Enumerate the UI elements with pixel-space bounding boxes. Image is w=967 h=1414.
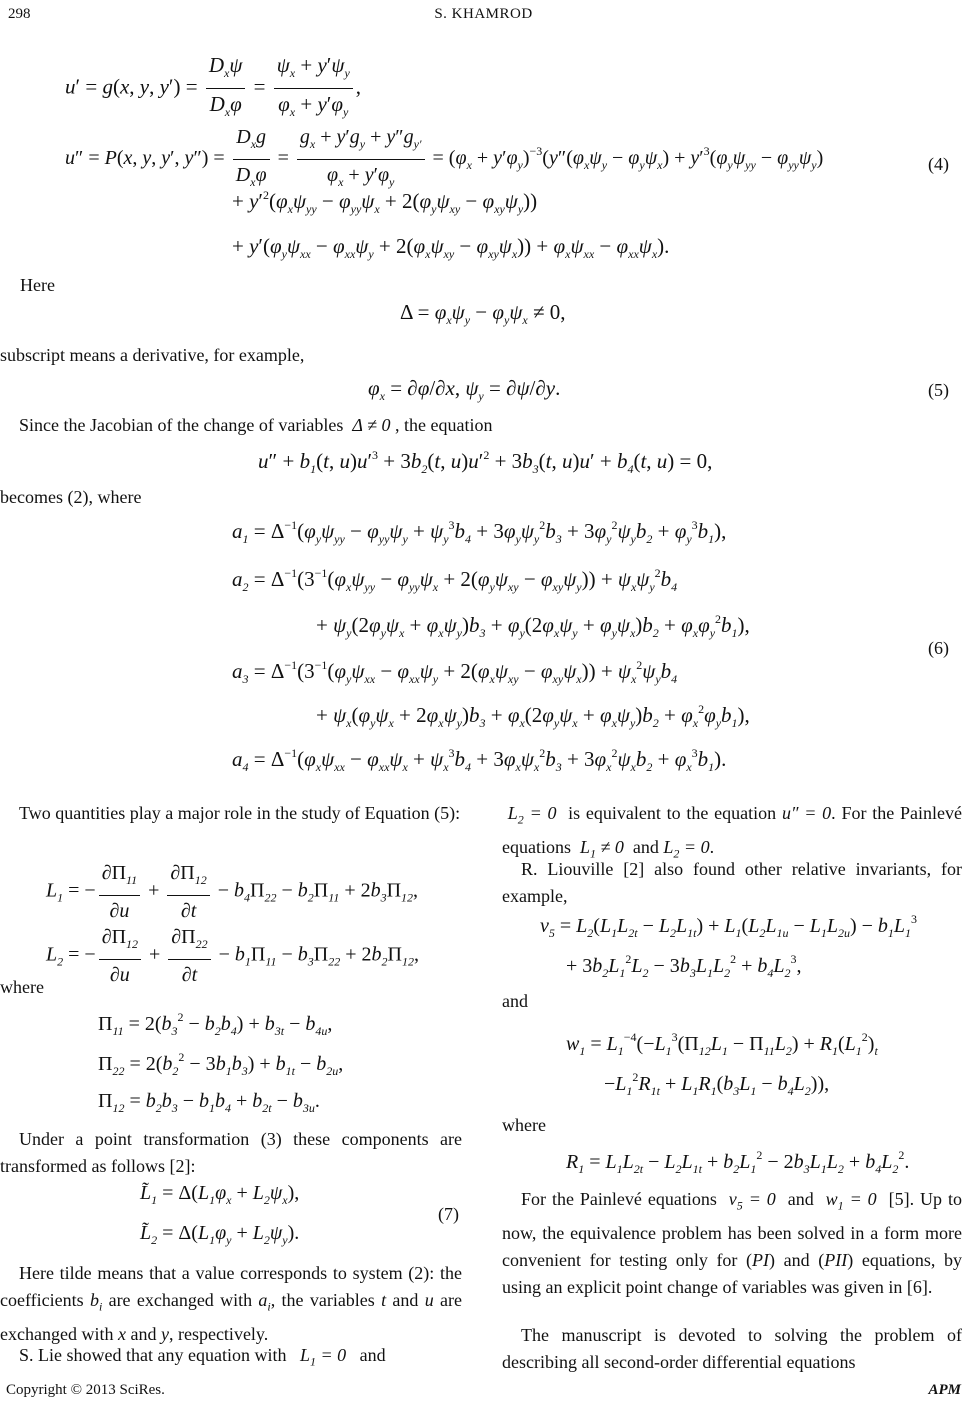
right-and: and [502,991,528,1011]
text-becomes: becomes (2), where [0,487,142,507]
right-p4: The manuscript is devoted to solving the problem of describing all second-order differential equations [502,1325,962,1372]
eq4-line1: u′ = g(x, y, y′) = $\frac{D_x\psi}{D_x\varphi}$ = $\frac{\psi_x + y'\psi_y}{\varphi_x + y'\varphi_y}$ , [65,50,361,127]
eq5: $\varphi_x = \partial\varphi/\partial x$, $\psi_y = \partial\psi/\partial y$. [368,376,561,403]
page-header [0,6,967,30]
right-p1: $L_2 = 0$ is equivalent to the equation u″ = 0. For the Painlevé equations $L_1 \ne 0$ and $L_2 = 0$. [502,803,962,861]
eq7-line2: $L̃_2 = \Delta(L_1\varphi_y + L_2\psi_y)$. [140,1222,300,1247]
eq6-line2: $a_2 = \Delta^{-1}(3^{-1}(\varphi_x\psi_{yy} - \varphi_{yy}\psi_x + 2(\varphi_y\psi_{xy} - \varphi_{xy}\psi_y)) + \psi_x\psi_y^2b_4$ [232,566,678,594]
eq7-number: (7) [438,1204,459,1224]
left-where: where [0,977,44,997]
eq-w1-line2: $-L_1^2R_{1t} + L_1R_1(b_3L_1 - b_4L_2)$), [604,1070,830,1098]
copyright-text: Copyright © 2013 SciRes. [6,1382,165,1398]
page-number: 298 [8,6,31,22]
eq4-line2: u″ = P(x, y, y′, y″) = $\frac{D_xg}{D_x\varphi}$ = $\frac{g_x + y'g_y + y''g_{y'}}{\varphi_x + y'\varphi_y}$ = $(\varphi_x + y'\varphi_y)^{-3}(y''(\varphi_x\psi_y - \varphi_y\psi_x) + y'^3(\varphi_y\psi_{yy} - \varphi_{yy}\psi_y)$ [65,122,823,197]
eq7-line1: $L̃_1 = \Delta(L_1\varphi_x + L_2\psi_x)$, [140,1182,300,1207]
eq-L1: $L_1$ = − $\frac{\partial\Pi_{11}}{\partial u}$ + $\frac{\partial\Pi_{12}}{\partial t}$ − $b_4\Pi_{22} - b_2\Pi_{11} + 2b_3\Pi_{12}$, [46,858,418,926]
text-jacobian: Since the Jacobian of the change of variables Δ ≠ 0 , the equation [19,415,493,435]
right-p3: For the Painlevé equations $v_5 = 0$ and $w_1 = 0$ [5]. Up to now, the equivalence problem has been solved in a form more convenient for testing only for (PI) and (PII) equations, by using an explicit point change of variables was given in [6]. [502,1189,962,1297]
text-subscript: subscript means a derivative, for example, [0,345,305,365]
eq6-line1: $a_1 = \Delta^{-1}(\varphi_y\psi_{yy} - \varphi_{yy}\psi_y + \psi_y^3b_4 + 3\varphi_y\psi_y^2b_3 + 3\varphi_y^2\psi_yb_2 + \varphi_y^3b_1)$, [232,518,727,546]
eq4-line3: + $y'^2(\varphi_x\psi_{yy} - \varphi_{yy}\psi_x + 2(\varphi_y\psi_{xy} - \varphi_{xy}\psi_y))$ [232,188,538,216]
running-head-author: S. KHAMROD [434,6,533,22]
left-p4: S. Lie showed that any equation with $L_1 = 0$ and [19,1345,386,1369]
eq5-number: (5) [928,380,949,400]
eq6-line6: $a_4 = \Delta^{-1}(\varphi_x\psi_{xx} - \varphi_{xx}\psi_x + \psi_x^3b_4 + 3\varphi_x\psi_x^2b_3 + 3\varphi_x^2\psi_xb_2 + \varphi_x^3b_1)$. [232,746,727,774]
eq-Pi22: $\Pi_{22} = 2(b_2^2 - 3b_1b_3) + b_{1t} - b_{2u}$, [98,1050,344,1078]
eq-Pi12: $\Pi_{12} = b_2b_3 - b_1b_4 + b_{2t} - b_{3u}$. [98,1090,320,1115]
eq-L2: $L_2$ = − $\frac{\partial\Pi_{12}}{\partial u}$ + $\frac{\partial\Pi_{22}}{\partial t}$ − $b_1\Pi_{11} - b_3\Pi_{22} + 2b_2\Pi_{12}$, [46,922,419,990]
eq-v5-line1: $v_5 = L_2(L_1L_{2t} - L_2L_{1t}) + L_1(L_2L_{1u} - L_1L_{2u}) - b_1L_1^3$ [540,912,918,940]
eq-w1-line1: $w_1 = L_1^{-4}(-L_1^3(\Pi_{12}L_1 - \Pi_{11}L_2) + R_1(L_1^2)_t$ [566,1030,878,1058]
eq4-line4: + $y'(\varphi_y\psi_{xx} - \varphi_{xx}\psi_y + 2(\varphi_x\psi_{xy} - \varphi_{xy}\psi_x)) + \varphi_x\psi_{xx} - \varphi_{xx}\psi_x$). [232,234,670,261]
eq6-line5: + $\psi_x(\varphi_y\psi_x + 2\varphi_x\psi_y)b_3 + \varphi_x(2\varphi_y\psi_x + \varphi_x\psi_y)b_2 + \varphi_x^2\varphi_yb_1$), [316,702,750,730]
eq-R1: $R_1 = L_1L_{2t} - L_2L_{1t} + b_2L_1^2 - 2b_3L_1L_2 + b_4L_2^2$. [566,1148,910,1176]
left-p3: Here tilde means that a value corresponds to system (2): the coefficients $b_i$ are exchanged with $a_i$, the variables t and u are exchanged with x and y, respectively. [0,1263,462,1344]
eq6-line3: + $\psi_y(2\varphi_y\psi_x + \varphi_x\psi_y)b_3 + \varphi_y(2\varphi_x\psi_y + \varphi_y\psi_x)b_2 + \varphi_x\varphi_y^2b_1$), [316,612,750,640]
eq6-line4: $a_3 = \Delta^{-1}(3^{-1}(\varphi_y\psi_{xx} - \varphi_{xx}\psi_y + 2(\varphi_x\psi_{xy} - \varphi_{xy}\psi_x)) + \psi_x^2\psi_yb_4$ [232,658,678,686]
left-p2: Under a point transformation (3) these components are transformed as follows [2]: [0,1129,462,1176]
eq-u: $u'' + b_1(t$, $u)u'^3 + 3b_2(t$, $u)u'^2 + 3b_3(t$, $u)u' + b_4(t$, u) = 0, [258,448,713,476]
eq-delta: $\Delta = \varphi_x\psi_y - \varphi_y\psi_x \ne 0$, [400,300,566,327]
text-here: Here [20,275,55,295]
right-where: where [502,1115,546,1135]
eq-Pi11: $\Pi_{11} = 2(b_3^2 - b_2b_4) + b_{3t} - b_{4u}$, [98,1010,333,1038]
eq6-number: (6) [928,638,949,658]
eq-v5-line2: + $3b_2L_1^2L_2 - 3b_3L_1L_2^2 + b_4L_2^3$, [566,952,802,980]
right-p2: R. Liouville [2] also found other relative invariants, for example, [502,859,962,906]
eq4-number: (4) [928,154,949,174]
journal-abbrev: APM [928,1382,961,1398]
left-p1: Two quantities play a major role in the study of Equation (5): [19,803,461,823]
